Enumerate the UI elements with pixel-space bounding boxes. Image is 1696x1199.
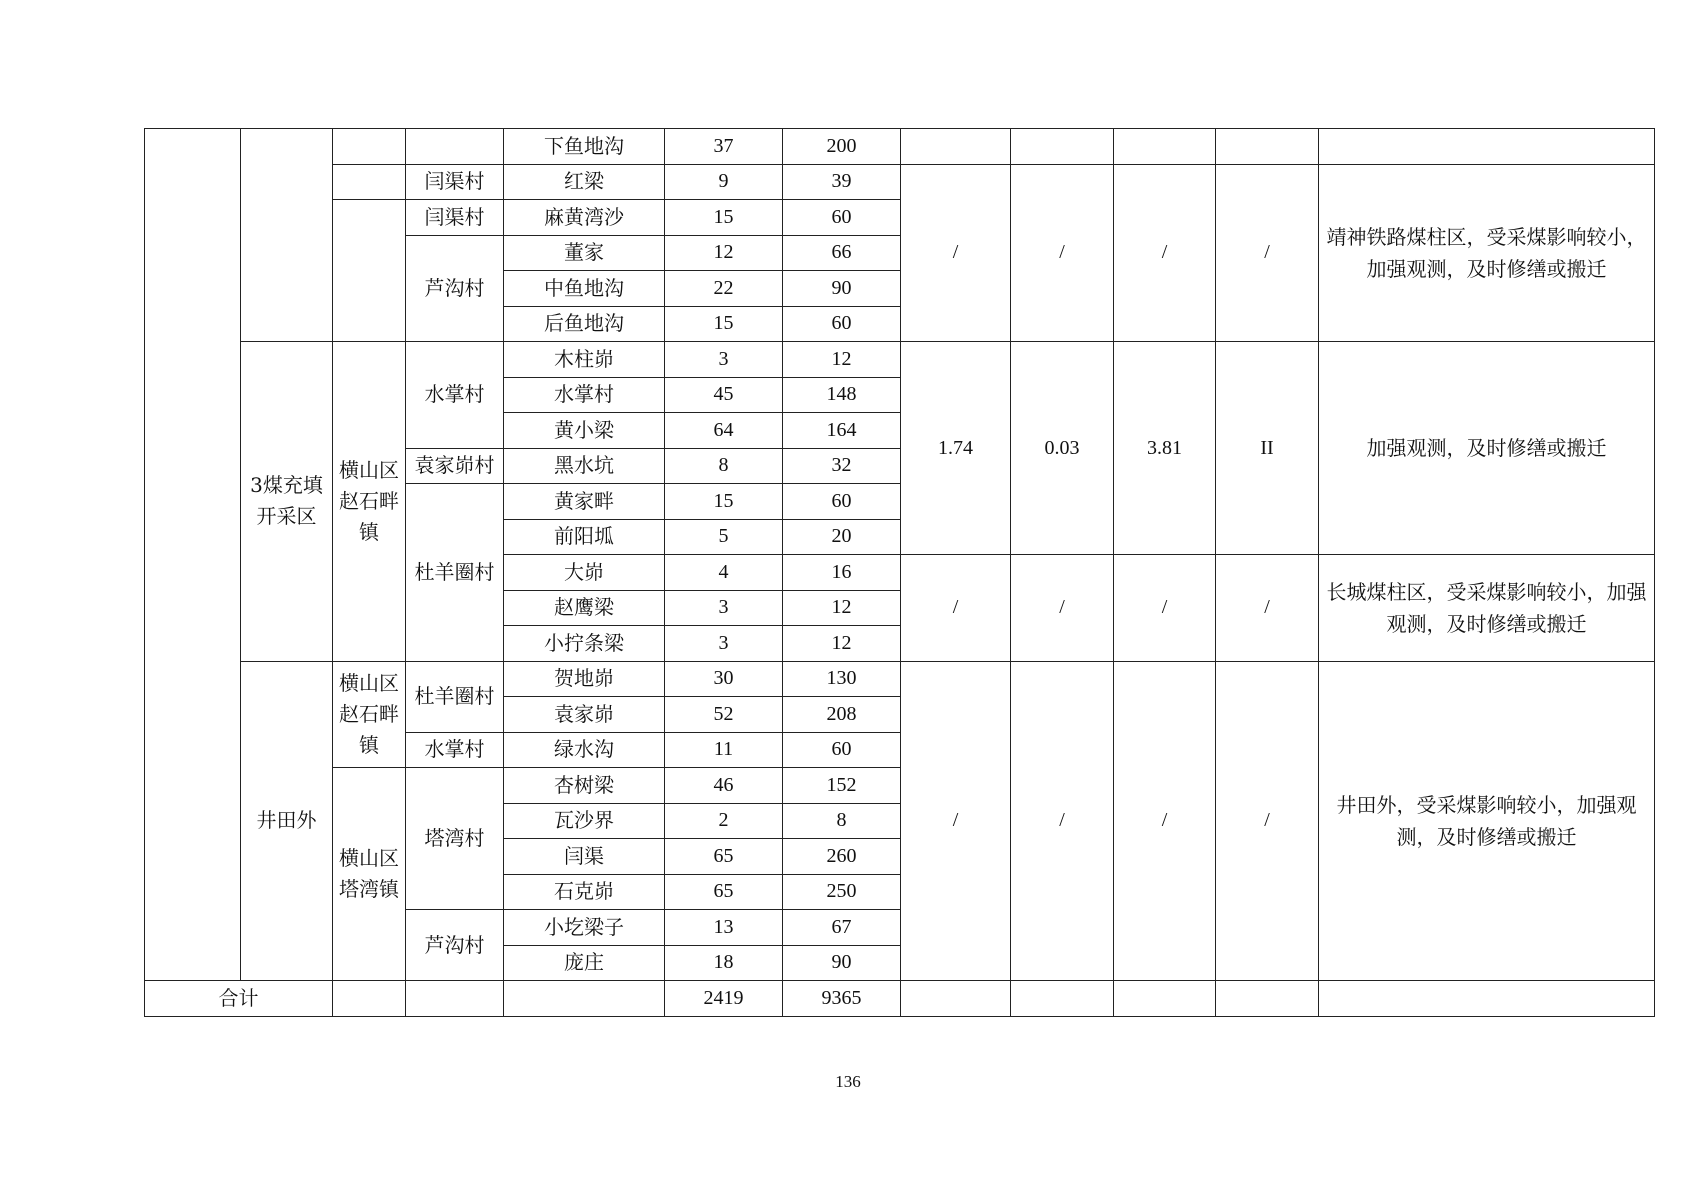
households-cell: 15: [665, 484, 783, 520]
total-label: 合计: [145, 981, 333, 1017]
place-cell: 黄小梁: [504, 413, 665, 449]
households-cell: 45: [665, 377, 783, 413]
households-cell: 64: [665, 413, 783, 449]
village-cell: 水掌村: [406, 342, 504, 449]
population-cell: 12: [783, 626, 901, 662]
village-cell: 闫渠村: [406, 200, 504, 236]
population-cell: 60: [783, 306, 901, 342]
households-cell: 3: [665, 590, 783, 626]
total-population: 9365: [783, 981, 901, 1017]
population-cell: 16: [783, 555, 901, 591]
group1-value-3: /: [1114, 164, 1216, 342]
population-cell: 130: [783, 661, 901, 697]
households-cell: 30: [665, 661, 783, 697]
place-cell: 大峁: [504, 555, 665, 591]
area-cell: 3煤充填开采区: [241, 342, 333, 662]
group1-value-1: /: [901, 164, 1011, 342]
households-cell: 12: [665, 235, 783, 271]
group2-value-3: 3.81: [1114, 342, 1216, 555]
group4-note: 井田外，受采煤影响较小，加强观测，及时修缮或搬迁: [1319, 661, 1655, 981]
households-cell: 18: [665, 945, 783, 981]
population-cell: 67: [783, 910, 901, 946]
group4-value-4: /: [1216, 661, 1319, 981]
blank-cell: [1011, 981, 1114, 1017]
village-cell: 杜羊圈村: [406, 484, 504, 662]
households-cell: 5: [665, 519, 783, 555]
population-cell: 66: [783, 235, 901, 271]
population-cell: 200: [783, 129, 901, 165]
households-cell: 15: [665, 306, 783, 342]
population-cell: 152: [783, 768, 901, 804]
blank-cell: [1114, 129, 1216, 165]
population-cell: 148: [783, 377, 901, 413]
table-row: [145, 164, 1655, 200]
place-cell: 袁家峁: [504, 697, 665, 733]
group4-value-3: /: [1114, 661, 1216, 981]
population-cell: 208: [783, 697, 901, 733]
group3-note: 长城煤柱区，受采煤影响较小，加强观测，及时修缮或搬迁: [1319, 555, 1655, 662]
households-cell: 8: [665, 448, 783, 484]
place-cell: 下鱼地沟: [504, 129, 665, 165]
households-cell: 2: [665, 803, 783, 839]
households-cell: 37: [665, 129, 783, 165]
households-cell: 3: [665, 626, 783, 662]
relocation-table: [144, 128, 1655, 1017]
village-cell: [406, 129, 504, 165]
village-cell: 芦沟村: [406, 235, 504, 342]
place-cell: 庞庄: [504, 945, 665, 981]
blank-cell: [1216, 129, 1319, 165]
population-cell: 60: [783, 200, 901, 236]
place-cell: 小拧条梁: [504, 626, 665, 662]
place-cell: 水掌村: [504, 377, 665, 413]
place-cell: 黄家畔: [504, 484, 665, 520]
village-cell: 袁家峁村: [406, 448, 504, 484]
households-cell: 65: [665, 839, 783, 875]
blank-cell: [504, 981, 665, 1017]
blank-cell: [1216, 981, 1319, 1017]
population-cell: 90: [783, 945, 901, 981]
households-cell: 9: [665, 164, 783, 200]
population-cell: 90: [783, 271, 901, 307]
village-cell: 杜羊圈村: [406, 661, 504, 732]
blank-cell: [901, 981, 1011, 1017]
blank-cell: [333, 200, 406, 342]
place-cell: 红梁: [504, 164, 665, 200]
place-cell: 绿水沟: [504, 732, 665, 768]
households-cell: 52: [665, 697, 783, 733]
place-cell: 木柱峁: [504, 342, 665, 378]
population-cell: 12: [783, 590, 901, 626]
town-cell: 横山区塔湾镇: [333, 768, 406, 981]
blank-cell: [333, 129, 406, 165]
table-row: [145, 129, 1655, 165]
page-number: 136: [835, 1072, 861, 1091]
group3-value-4: /: [1216, 555, 1319, 662]
place-cell: 石克峁: [504, 874, 665, 910]
blank-cell: [406, 981, 504, 1017]
group2-value-4: II: [1216, 342, 1319, 555]
population-cell: 164: [783, 413, 901, 449]
village-cell: 塔湾村: [406, 768, 504, 910]
population-cell: 8: [783, 803, 901, 839]
place-cell: 贺地峁: [504, 661, 665, 697]
group4-value-2: /: [1011, 661, 1114, 981]
total-row: [145, 981, 1655, 1017]
place-cell: 黑水坑: [504, 448, 665, 484]
population-cell: 60: [783, 484, 901, 520]
blank-cell: [1011, 129, 1114, 165]
population-cell: 39: [783, 164, 901, 200]
table-row: [145, 661, 1655, 697]
table-row: [145, 342, 1655, 378]
place-cell: 麻黄湾沙: [504, 200, 665, 236]
place-cell: 闫渠: [504, 839, 665, 875]
place-cell: 赵鹰梁: [504, 590, 665, 626]
place-cell: 后鱼地沟: [504, 306, 665, 342]
town-cell: 横山区赵石畔镇: [333, 342, 406, 662]
place-cell: 中鱼地沟: [504, 271, 665, 307]
town-cell: 横山区赵石畔镇: [333, 661, 406, 768]
blank-cell: [901, 129, 1011, 165]
population-cell: 32: [783, 448, 901, 484]
households-cell: 15: [665, 200, 783, 236]
group2-value-1: 1.74: [901, 342, 1011, 555]
group1-value-4: /: [1216, 164, 1319, 342]
households-cell: 46: [665, 768, 783, 804]
households-cell: 11: [665, 732, 783, 768]
population-cell: 20: [783, 519, 901, 555]
blank-cell: [333, 164, 406, 200]
population-cell: 250: [783, 874, 901, 910]
group3-value-3: /: [1114, 555, 1216, 662]
population-cell: 260: [783, 839, 901, 875]
households-cell: 22: [665, 271, 783, 307]
group3-value-1: /: [901, 555, 1011, 662]
group2-value-2: 0.03: [1011, 342, 1114, 555]
blank-cell: [333, 981, 406, 1017]
village-cell: 闫渠村: [406, 164, 504, 200]
village-cell: 水掌村: [406, 732, 504, 768]
households-cell: 65: [665, 874, 783, 910]
place-cell: 前阳坬: [504, 519, 665, 555]
place-cell: 小圪梁子: [504, 910, 665, 946]
households-cell: 13: [665, 910, 783, 946]
place-cell: 瓦沙界: [504, 803, 665, 839]
total-households: 2419: [665, 981, 783, 1017]
population-cell: 12: [783, 342, 901, 378]
blank-cell: [1114, 981, 1216, 1017]
place-cell: 董家: [504, 235, 665, 271]
blank-cell: [241, 129, 333, 342]
place-cell: 杏树梁: [504, 768, 665, 804]
households-cell: 4: [665, 555, 783, 591]
blank-cell: [1319, 129, 1655, 165]
population-cell: 60: [783, 732, 901, 768]
group2-note: 加强观测，及时修缮或搬迁: [1319, 342, 1655, 555]
group3-value-2: /: [1011, 555, 1114, 662]
group1-value-2: /: [1011, 164, 1114, 342]
group1-note: 靖神铁路煤柱区，受采煤影响较小，加强观测，及时修缮或搬迁: [1319, 164, 1655, 342]
area-cell: 井田外: [241, 661, 333, 981]
blank-cell: [1319, 981, 1655, 1017]
households-cell: 3: [665, 342, 783, 378]
group4-value-1: /: [901, 661, 1011, 981]
village-cell: 芦沟村: [406, 910, 504, 981]
blank-cell: [145, 129, 241, 981]
